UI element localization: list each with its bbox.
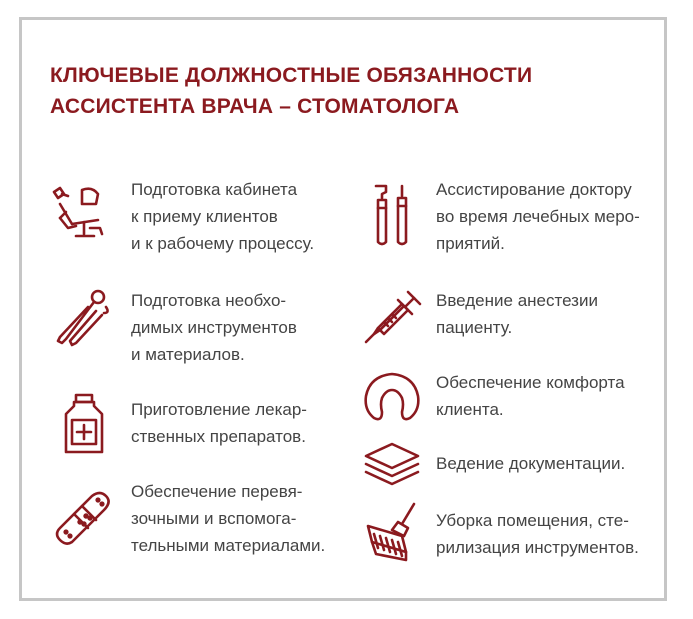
duty-text-line: Ведение документации.	[436, 454, 626, 473]
neck-pillow-icon	[360, 368, 424, 432]
duty-text-line: и материалов.	[131, 345, 245, 364]
duty-text-line: к приему клиентов	[131, 207, 278, 226]
duty-text-line: Введение анестезии	[436, 291, 598, 310]
duty-text-line: клиента.	[436, 400, 504, 419]
duty-text-line: Обеспечение комфорта	[436, 373, 625, 392]
duty-text	[436, 287, 598, 341]
title-line-1: КЛЮЧЕВЫЕ ДОЛЖНОСТНЫЕ ОБЯЗАННОСТИ	[50, 64, 533, 87]
duty-text	[131, 478, 325, 559]
dental-instruments-icon	[360, 182, 424, 246]
broom-icon	[362, 500, 426, 564]
duty-text-line: зочными и вспомога-	[131, 509, 297, 528]
duty-text-line: димых инструментов	[131, 318, 297, 337]
duty-text-line: приятий.	[436, 234, 505, 253]
title-line-2: АССИСТЕНТА ВРАЧА – СТОМАТОЛОГА	[50, 95, 460, 118]
duty-text	[131, 176, 314, 257]
duty-text-line: Приготовление лекар-	[131, 400, 307, 419]
duty-text	[131, 396, 307, 450]
duty-text-line: и к рабочему процессу.	[131, 234, 315, 253]
documents-stack-icon	[360, 434, 424, 498]
duty-text-line: Подготовка кабинета	[131, 180, 298, 199]
syringe-icon	[362, 286, 426, 350]
dental-tools-icon	[52, 287, 116, 351]
duty-text-line: Обеспечение перевя-	[131, 482, 303, 501]
duty-text	[436, 369, 625, 423]
duty-text-line: тельными материалами.	[131, 536, 326, 555]
duty-text	[436, 176, 640, 257]
duty-text	[436, 450, 625, 477]
duty-text-line: ственных препаратов.	[131, 427, 306, 446]
duty-text-line: Уборка помещения, сте-	[436, 511, 629, 530]
duty-text-line: рилизация инструментов.	[436, 538, 639, 557]
bandage-icon	[52, 484, 116, 548]
dental-chair-icon	[46, 182, 110, 246]
duty-text-line: Ассистирование доктору	[436, 180, 632, 199]
duty-text	[436, 507, 639, 561]
page-title	[50, 60, 532, 122]
medicine-bottle-icon	[52, 392, 116, 456]
duty-text	[131, 287, 297, 368]
duty-text-line: Подготовка необхо-	[131, 291, 287, 310]
duty-text-line: во время лечебных меро-	[436, 207, 640, 226]
duty-text-line: пациенту.	[436, 318, 513, 337]
